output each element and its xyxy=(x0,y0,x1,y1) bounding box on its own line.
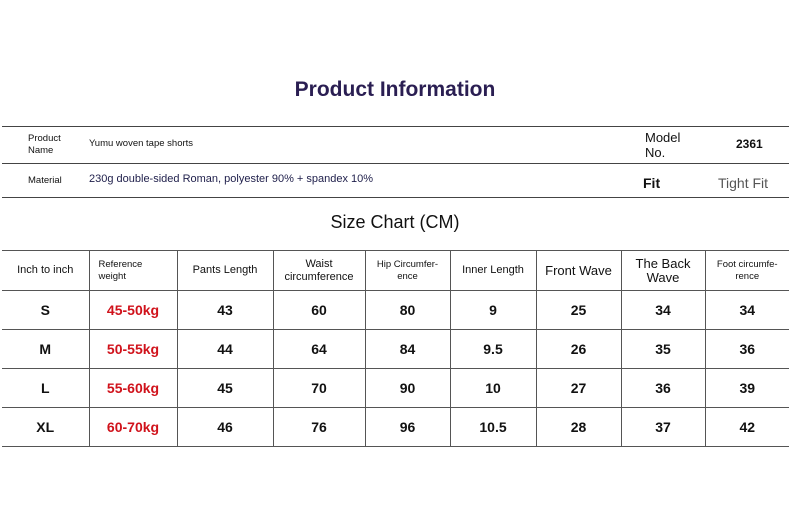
inner-length-cell: 10 xyxy=(450,369,536,408)
size-cell: L xyxy=(2,369,89,408)
divider xyxy=(2,163,789,164)
weight-cell: 45-50kg xyxy=(89,291,177,330)
back-wave-cell: 35 xyxy=(621,330,705,369)
back-wave-cell: 37 xyxy=(621,408,705,447)
pants-length-cell: 45 xyxy=(177,369,273,408)
front-wave-cell: 25 xyxy=(536,291,621,330)
waist-cell: 64 xyxy=(273,330,365,369)
header-hip: Hip Circumfer- ence xyxy=(365,251,450,291)
size-cell: XL xyxy=(2,408,89,447)
table-row xyxy=(2,369,789,408)
model-no-label: Model No. xyxy=(645,130,681,160)
header-pants-length: Pants Length xyxy=(177,251,273,291)
weight-cell: 55-60kg xyxy=(89,369,177,408)
table-row xyxy=(2,291,789,330)
product-name-label: Product Name xyxy=(28,133,61,156)
size-cell: S xyxy=(2,291,89,330)
hip-cell: 96 xyxy=(365,408,450,447)
foot-cell: 42 xyxy=(705,408,789,447)
front-wave-cell: 26 xyxy=(536,330,621,369)
weight-cell: 50-55kg xyxy=(89,330,177,369)
inner-length-cell: 9.5 xyxy=(450,330,536,369)
header-reference-weight: Reference weight xyxy=(89,251,177,291)
size-chart-title: Size Chart (CM) xyxy=(330,212,460,232)
header-back-wave: The Back Wave xyxy=(621,251,705,291)
front-wave-cell: 27 xyxy=(536,369,621,408)
pants-length-cell: 46 xyxy=(177,408,273,447)
foot-cell: 34 xyxy=(705,291,789,330)
pants-length-cell: 43 xyxy=(177,291,273,330)
fit-value: Tight Fit xyxy=(718,175,769,191)
table-row xyxy=(2,408,789,447)
waist-cell: 60 xyxy=(273,291,365,330)
fit-label: Fit xyxy=(643,175,661,191)
waist-cell: 70 xyxy=(273,369,365,408)
foot-cell: 39 xyxy=(705,369,789,408)
inner-length-cell: 9 xyxy=(450,291,536,330)
front-wave-cell: 28 xyxy=(536,408,621,447)
page-title: Product Information xyxy=(294,78,496,101)
hip-cell: 80 xyxy=(365,291,450,330)
size-chart-table xyxy=(2,250,789,447)
header-inch-to-inch: Inch to inch xyxy=(2,251,89,291)
foot-cell: 36 xyxy=(705,330,789,369)
divider xyxy=(2,126,789,127)
material-label: Material xyxy=(28,175,62,186)
weight-cell: 60-70kg xyxy=(89,408,177,447)
back-wave-cell: 34 xyxy=(621,291,705,330)
table-row xyxy=(2,330,789,369)
header-front-wave: Front Wave xyxy=(536,251,621,291)
model-no-value: 2361 xyxy=(736,137,763,151)
product-name-value: Yumu woven tape shorts xyxy=(89,138,194,149)
back-wave-cell: 36 xyxy=(621,369,705,408)
material-value: 230g double-sided Roman, polyester 90% + spandex 10% xyxy=(89,173,374,185)
pants-length-cell: 44 xyxy=(177,330,273,369)
size-cell: M xyxy=(2,330,89,369)
hip-cell: 84 xyxy=(365,330,450,369)
header-waist: Waist circumference xyxy=(273,251,365,291)
divider xyxy=(2,197,789,198)
hip-cell: 90 xyxy=(365,369,450,408)
header-inner-length: Inner Length xyxy=(450,251,536,291)
waist-cell: 76 xyxy=(273,408,365,447)
inner-length-cell: 10.5 xyxy=(450,408,536,447)
header-foot: Foot circumfe- rence xyxy=(705,251,789,291)
table-header-row xyxy=(2,251,789,291)
